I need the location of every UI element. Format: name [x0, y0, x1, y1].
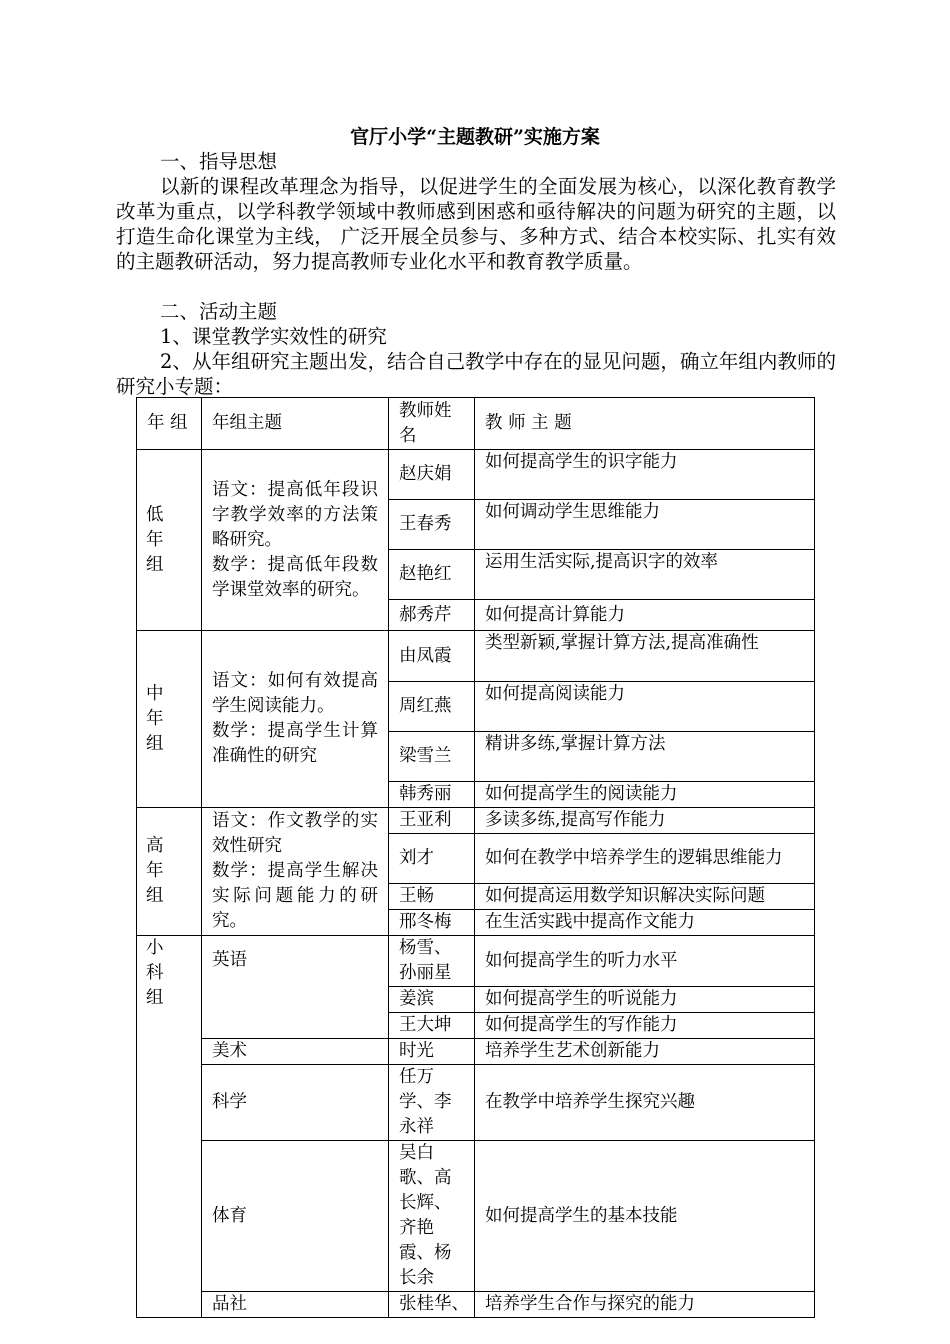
header-group-theme: 年组主题	[202, 398, 389, 450]
teacher-name: 任万学、李永祥	[389, 1065, 475, 1141]
subject-pe: 体育	[202, 1141, 389, 1292]
grade-cell-middle: 中 年 组	[137, 631, 202, 808]
teacher-topic: 如何提高学生的识字能力	[475, 450, 815, 500]
teacher-name: 赵艳红	[389, 550, 475, 600]
teacher-name: 刘才	[389, 834, 475, 884]
teacher-name: 时光	[389, 1039, 475, 1065]
teacher-name: 王春秀	[389, 500, 475, 550]
table-row	[137, 808, 815, 834]
teacher-name: 梁雪兰	[389, 732, 475, 782]
teacher-name: 邢冬梅	[389, 910, 475, 936]
subject-english: 英语	[202, 936, 389, 1039]
teacher-name: 赵庆娟	[389, 450, 475, 500]
teacher-name: 周红燕	[389, 682, 475, 732]
teacher-topic: 在教学中培养学生探究兴趣	[475, 1065, 815, 1141]
grade-cell-high: 高 年 组	[137, 808, 202, 936]
header-teacher-topic: 教 师 主 题	[475, 398, 815, 450]
teacher-name: 姜滨	[389, 987, 475, 1013]
table-row	[137, 1039, 815, 1065]
section1-heading: 一、指导思想	[160, 150, 278, 173]
teacher-name: 郝秀芹	[389, 600, 475, 631]
table-row	[137, 1141, 815, 1292]
table-row	[137, 1292, 815, 1318]
section1-body: 以新的课程改革理念为指导，以促进学生的全面发展为核心，以深化教育教学改革为重点，以学科教学领域中教师感到困惑和亟待解决的问题为研究的主题，以打造生命化课堂为主线， 广泛开展全员参与、多种方式、结合本校实际、扎实有效的主题教研活动，努力提高教师专业化水平和教育教学质量。	[116, 175, 836, 273]
teacher-topic: 运用生活实际,提高识字的效率	[475, 550, 815, 600]
teacher-name: 杨雪、孙丽星	[389, 936, 475, 987]
teacher-topic: 精讲多练,掌握计算方法	[475, 732, 815, 782]
teacher-topic: 在生活实践中提高作文能力	[475, 910, 815, 936]
teacher-name: 韩秀丽	[389, 782, 475, 808]
research-topics-table	[136, 397, 815, 1318]
section2-heading: 二、活动主题	[160, 300, 278, 323]
list-item-2: 2、从年组研究主题出发，结合自己教学中存在的显见问题，确立年组内教师的研究小专题：	[116, 350, 836, 398]
teacher-topic: 如何提高学生的基本技能	[475, 1141, 815, 1292]
header-teacher-name: 教师姓名	[389, 398, 475, 450]
header-grade: 年 组	[137, 398, 202, 450]
subject-art: 美术	[202, 1039, 389, 1065]
table-row	[137, 936, 815, 987]
teacher-topic: 如何提高学生的听力水平	[475, 936, 815, 987]
teacher-name: 王畅	[389, 884, 475, 910]
teacher-topic: 如何提高计算能力	[475, 600, 815, 631]
teacher-topic: 如何提高学生的写作能力	[475, 1013, 815, 1039]
teacher-name: 吴白歌、高长辉、齐艳霞、杨长余	[389, 1141, 475, 1292]
teacher-topic: 多读多练,提高写作能力	[475, 808, 815, 834]
teacher-topic: 如何提高学生的阅读能力	[475, 782, 815, 808]
teacher-topic: 如何提高学生的听说能力	[475, 987, 815, 1013]
teacher-name: 张桂华、	[389, 1292, 475, 1318]
grade-cell-minor-subjects: 小 科 组	[137, 936, 202, 1318]
table-row	[137, 631, 815, 682]
table-row	[137, 1065, 815, 1141]
teacher-topic: 如何提高阅读能力	[475, 682, 815, 732]
group-theme-high: 语文：作文教学的实效性研究 数学：提高学生解决实际问题能力的研究。	[202, 808, 389, 936]
subject-science: 科学	[202, 1065, 389, 1141]
teacher-name: 王大坤	[389, 1013, 475, 1039]
table-row	[137, 450, 815, 500]
teacher-name: 王亚利	[389, 808, 475, 834]
group-theme-low: 语文：提高低年段识字教学效率的方法策略研究。 数学：提高低年段数学课堂效率的研究。	[202, 450, 389, 631]
subject-morality-society: 品社	[202, 1292, 389, 1318]
list-item-1: 1、课堂教学实效性的研究	[160, 325, 387, 348]
teacher-topic: 如何在教学中培养学生的逻辑思维能力	[475, 834, 815, 884]
teacher-topic: 如何调动学生思维能力	[475, 500, 815, 550]
teacher-topic: 类型新颖,掌握计算方法,提高准确性	[475, 631, 815, 682]
group-theme-middle: 语文：如何有效提高学生阅读能力。 数学：提高学生计算准确性的研究	[202, 631, 389, 808]
teacher-topic: 培养学生合作与探究的能力	[475, 1292, 815, 1318]
teacher-name: 由凤霞	[389, 631, 475, 682]
grade-cell-low: 低 年 组	[137, 450, 202, 631]
table-header-row	[137, 398, 815, 450]
document-title: 官厅小学“主题教研”实施方案	[350, 126, 600, 148]
teacher-topic: 如何提高运用数学知识解决实际问题	[475, 884, 815, 910]
teacher-topic: 培养学生艺术创新能力	[475, 1039, 815, 1065]
